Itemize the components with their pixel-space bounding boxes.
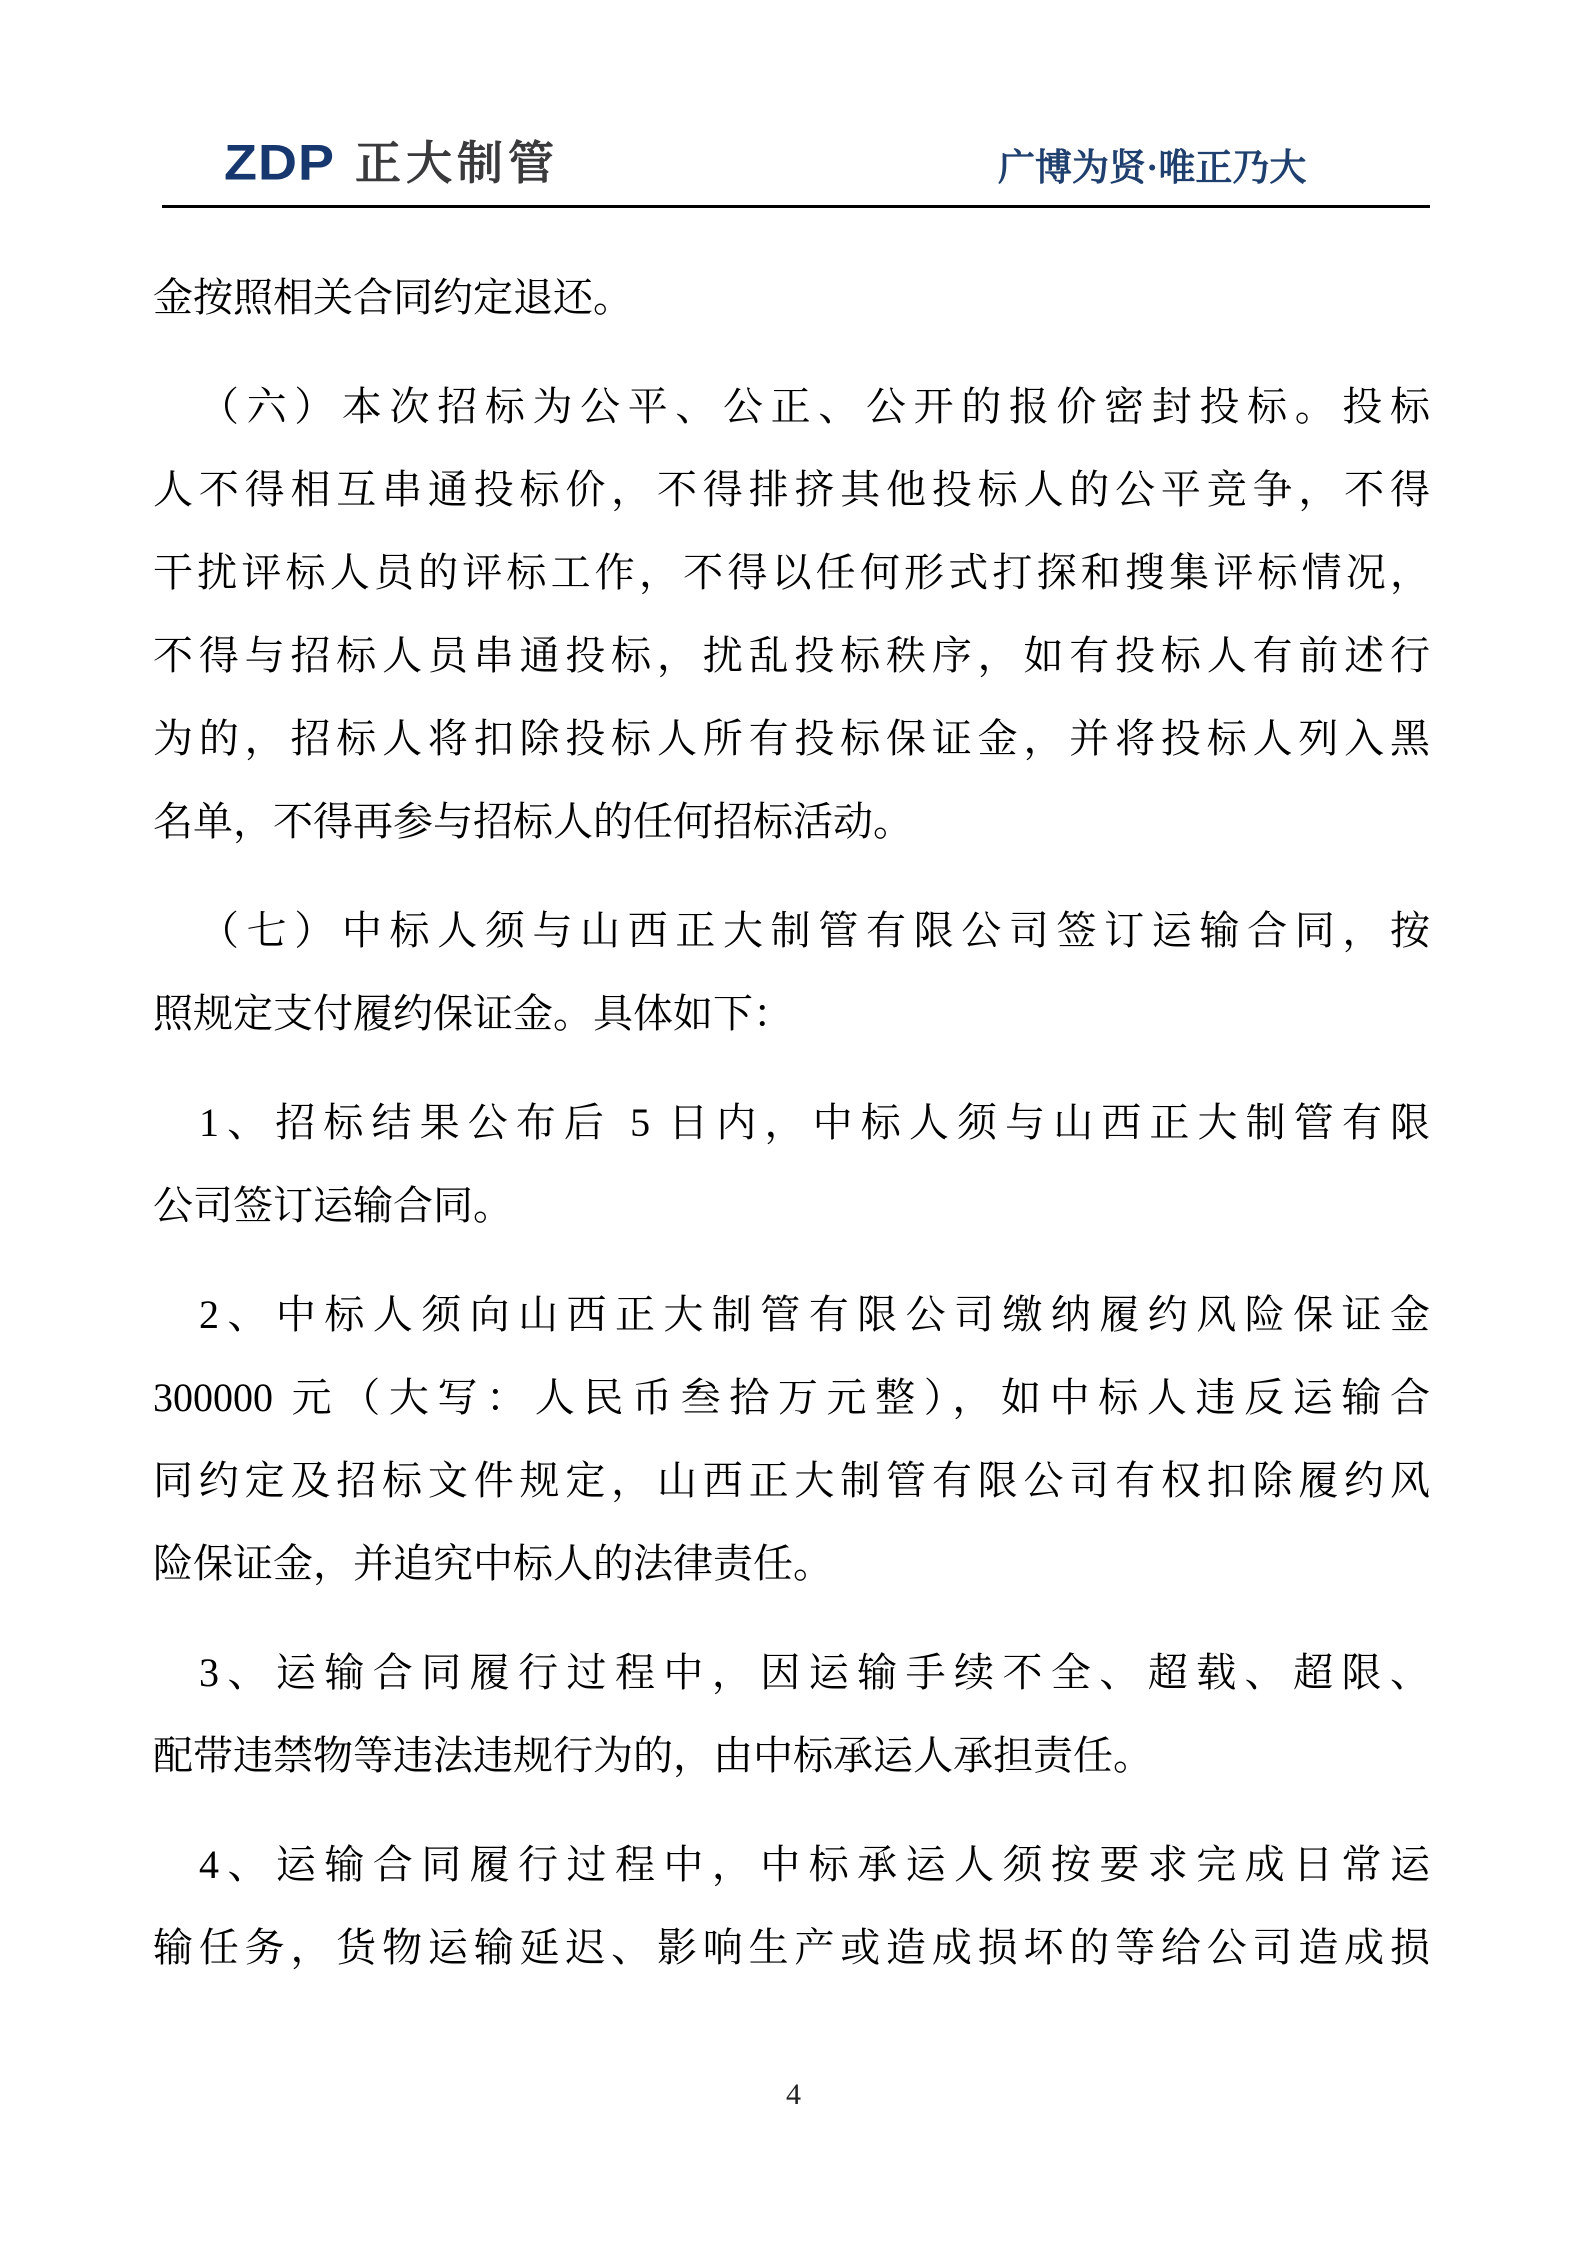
text-line: 人不得相互串通投标价，不得排挤其他投标人的公平竞争，不得: [153, 467, 1430, 512]
text-line: 300000 元（大写：人民币叁拾万元整），如中标人违反运输合: [153, 1375, 1430, 1420]
text-line: 同约定及招标文件规定，山西正大制管有限公司有权扣除履约风: [153, 1458, 1430, 1503]
text-line: 为的，招标人将扣除投标人所有投标保证金，并将投标人列入黑: [153, 716, 1430, 761]
text-line: 4、运输合同履行过程中，中标承运人须按要求完成日常运: [199, 1842, 1430, 1887]
text-line: 输任务，货物运输延迟、影响生产或造成损坏的等给公司造成损: [153, 1925, 1430, 1970]
paragraph: [153, 889, 1430, 1055]
paragraph: [153, 365, 1430, 863]
text-line: 公司签订运输合同。: [153, 1183, 513, 1228]
text-line: 名单，不得再参与招标人的任何招标活动。: [153, 799, 913, 844]
zdp-logo-text: ZDP: [224, 135, 335, 191]
text-line: 险保证金，并追究中标人的法律责任。: [153, 1541, 833, 1586]
text-line: 2、中标人须向山西正大制管有限公司缴纳履约风险保证金: [199, 1292, 1430, 1337]
text-line: 3、运输合同履行过程中，因运输手续不全、超载、超限、: [199, 1650, 1430, 1695]
text-line: 金按照相关合同约定退还。: [153, 275, 633, 320]
paragraph: [153, 1631, 1430, 1797]
text-line: （六）本次招标为公平、公正、公开的报价密封投标。投标: [199, 384, 1430, 429]
paragraph: [153, 1273, 1430, 1605]
text-line: （七）中标人须与山西正大制管有限公司签订运输合同，按: [199, 908, 1430, 953]
header-logo: [224, 136, 559, 190]
page-number: 4: [786, 2078, 801, 2111]
text-line: 照规定支付履约保证金。具体如下：: [153, 991, 793, 1036]
header-slogan: 广博为贤·唯正乃大: [998, 148, 1307, 189]
header-divider: [162, 205, 1430, 208]
paragraph: [153, 256, 1430, 339]
company-name-text: 正大制管: [355, 137, 559, 189]
paragraph: [153, 1081, 1430, 1247]
text-line: 1、招标结果公布后 5 日内，中标人须与山西正大制管有限: [199, 1100, 1430, 1145]
text-line: 不得与招标人员串通投标，扰乱投标秩序，如有投标人有前述行: [153, 633, 1430, 678]
text-line: 配带违禁物等违法违规行为的，由中标承运人承担责任。: [153, 1733, 1153, 1778]
paragraph: [153, 1823, 1430, 1989]
document-body: [153, 256, 1430, 1989]
text-line: 干扰评标人员的评标工作，不得以任何形式打探和搜集评标情况，: [153, 550, 1430, 595]
